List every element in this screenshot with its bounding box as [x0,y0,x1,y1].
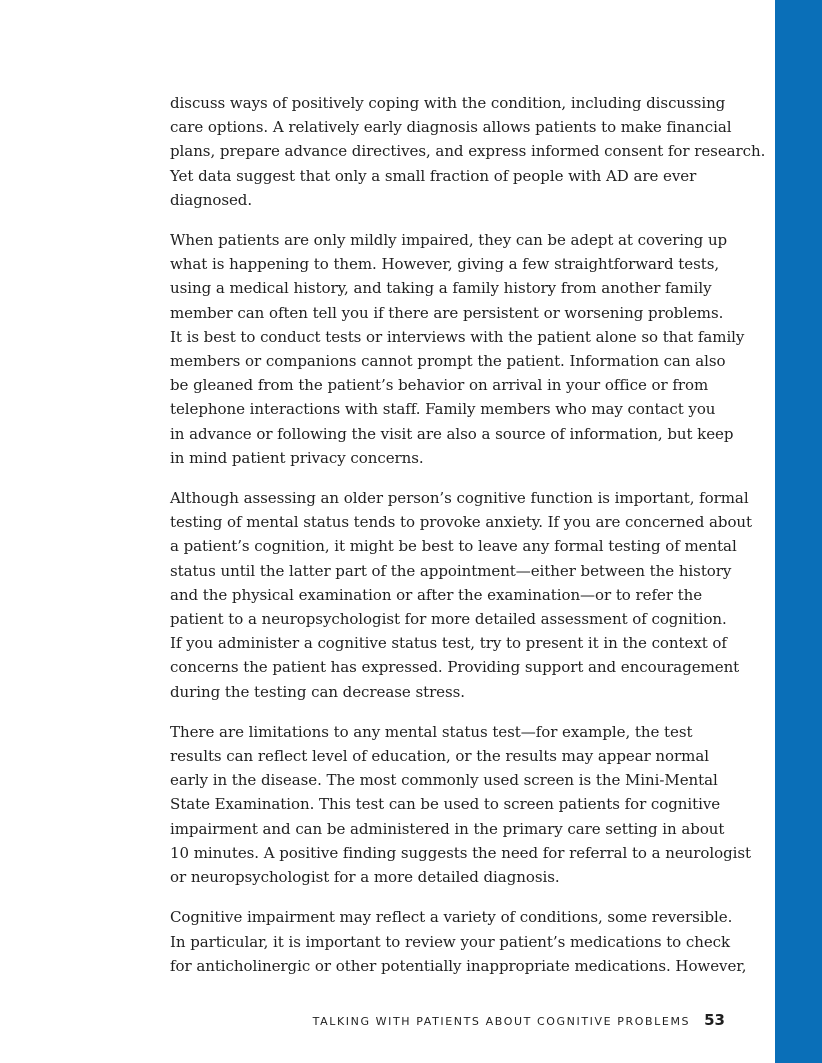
text-line: member can often tell you if there are persistent or worsening problems. [170,303,724,322]
text-line: diagnosed. [170,190,253,209]
text-line: members or companions cannot prompt the patient. Information can also [170,352,726,371]
text-line: in advance or following the visit are also a source of information, but keep [170,424,734,443]
text-line: There are limitations to any mental status test—for example, the test [170,722,693,741]
text-line: or neuropsychologist for a more detailed diagnosis. [170,868,560,887]
text-line: be gleaned from the patient’s behavior on arrival in your office or from [170,376,709,395]
text-line: It is best to conduct tests or interviews with the patient alone so that family [170,327,745,346]
paragraph-3 [170,486,753,704]
blue-side-tab [775,0,822,1063]
paragraph-1 [170,91,766,212]
text-line: a patient’s cognition, it might be best to leave any formal testing of mental [170,537,737,556]
body-text [170,91,766,994]
text-line: what is happening to them. However, giving a few straightforward tests, [170,255,720,274]
text-line: In particular, it is important to review your patient’s medications to check [170,932,731,951]
text-line: discuss ways of positively coping with the condition, including discussing [170,94,726,112]
text-line: If you administer a cognitive status test, try to present it in the context of [170,634,727,653]
text-line: plans, prepare advance directives, and express informed consent for research. [170,142,766,161]
text-line: status until the latter part of the appointment—either between the history [170,561,732,580]
text-line: When patients are only mildly impaired, they can be adept at covering up [170,231,728,250]
text-line: in mind patient privacy concerns. [170,448,424,467]
text-line: 10 minutes. A positive finding suggests the need for referral to a neurologist [170,843,752,862]
text-line: for anticholinergic or other potentially inappropriate medications. However, [170,956,747,975]
text-line: using a medical history, and taking a family history from another family [170,279,712,298]
paragraph-4 [170,720,752,889]
paragraph-2 [170,228,745,470]
text-line: early in the disease. The most commonly used screen is the Mini-Mental [170,771,718,790]
text-line: Cognitive impairment may reflect a variety of conditions, some reversible. [170,908,733,927]
text-line: results can reflect level of education, or the results may appear normal [170,747,709,766]
text-line: concerns the patient has expressed. Providing support and encouragement [170,658,740,677]
paragraph-5 [170,905,747,978]
text-line: State Examination. This test can be used to screen patients for cognitive [170,795,721,814]
text-line: care options. A relatively early diagnosis allows patients to make financial [170,118,732,137]
text-line: telephone interactions with staff. Family members who may contact you [170,400,716,419]
text-line: Although assessing an older person’s cognitive function is important, formal [170,489,749,508]
running-footer-title: TALKING WITH PATIENTS ABOUT COGNITIVE PROBLEMS [312,1015,691,1028]
text-line: during the testing can decrease stress. [170,682,466,701]
text-line: Yet data suggest that only a small fraction of people with AD are ever [170,166,697,185]
text-line: testing of mental status tends to provoke anxiety. If you are concerned about [170,513,753,532]
page-number: 53 [704,1011,725,1029]
text-line: and the physical examination or after the examination—or to refer the [170,585,703,604]
page-footer [170,1010,725,1029]
text-line: impairment and can be administered in the primary care setting in about [170,819,725,838]
text-line: patient to a neuropsychologist for more detailed assessment of cognition. [170,610,727,629]
